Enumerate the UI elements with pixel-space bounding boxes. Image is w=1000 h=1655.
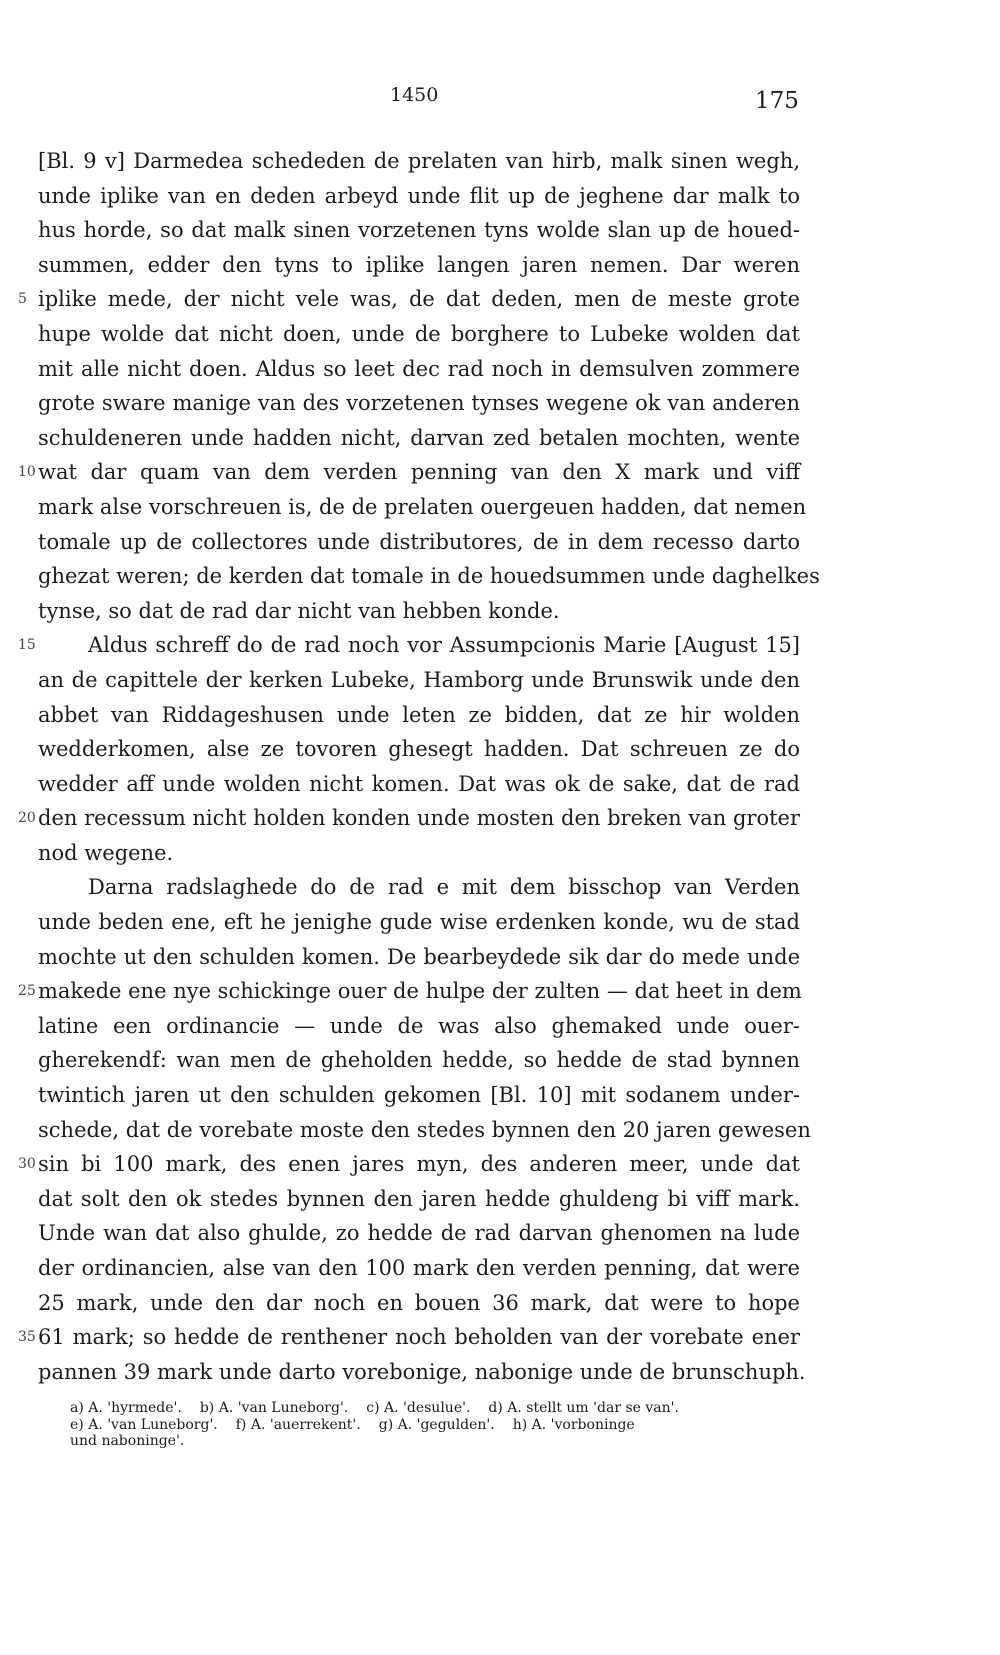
- line-text: twintich jaren ut den schulden gekomen [Bl. 10] mit sodanem under-: [38, 1083, 800, 1108]
- text-line: [38, 1182, 800, 1217]
- text-line: [18, 282, 800, 317]
- line-text: 25 mark, unde den dar noch en bouen 36 mark, dat were to hope: [38, 1290, 800, 1315]
- text-line: [38, 732, 800, 767]
- text-line: [38, 767, 800, 802]
- text-line: [38, 317, 800, 352]
- text-line: [38, 386, 800, 421]
- text-line: [38, 559, 820, 594]
- text-line: [18, 455, 800, 490]
- footnote: a) A. 'hyrmede'.: [70, 1400, 182, 1416]
- line-text: abbet van Riddageshusen unde leten ze bidden, dat ze hir wolden: [38, 702, 800, 727]
- line-number: 5: [18, 291, 27, 308]
- line-text: grote sware manige van des vorzetenen tynses wegene ok van anderen: [38, 391, 800, 416]
- line-text: schede, dat de vorebate moste den stedes bynnen den 20 jaren gewesen: [38, 1117, 811, 1142]
- line-text: mark alse vorschreuen is, de de prelaten ouergeuen hadden, dat nemen: [38, 494, 807, 519]
- text-line: [18, 1320, 800, 1355]
- text-line: [38, 940, 800, 975]
- footnote-line: [70, 1400, 798, 1417]
- line-text: hupe wolde dat nicht doen, unde de borghere to Lubeke wolden dat: [38, 321, 800, 346]
- footnote: g) A. 'gegulden'.: [378, 1416, 495, 1433]
- footnote: c) A. 'desulue'.: [366, 1400, 471, 1416]
- text-line: [38, 1078, 800, 1113]
- footnotes: [70, 1400, 798, 1450]
- line-text: wedderkomen, alse ze tovoren ghesegt hadden. Dat schreuen ze do: [38, 737, 800, 762]
- page-number: 175: [755, 88, 799, 114]
- text-line: [18, 1147, 800, 1182]
- footnote: und naboninge'.: [70, 1433, 185, 1449]
- footnote-line: [70, 1433, 798, 1450]
- line-text: den recessum nicht holden konden unde mosten den breken van groter: [38, 806, 800, 831]
- footnote-line: [70, 1417, 798, 1434]
- text-line: [38, 248, 800, 283]
- footnote: h) A. 'vorboninge: [512, 1416, 635, 1433]
- line-text: ghezat weren; de kerden dat tomale in de houedsummen unde daghelkes: [38, 564, 820, 589]
- line-text: latine een ordinancie — unde de was also ghemaked unde ouer-: [38, 1013, 800, 1038]
- line-text: unde beden ene, eft he jenighe gude wise erdenken konde, wu de stad: [38, 910, 800, 935]
- line-text: wedder aff unde wolden nicht komen. Dat was ok de sake, dat de rad: [38, 771, 800, 796]
- text-line: [38, 1043, 800, 1078]
- line-text: makede ene nye schickinge ouer de hulpe der zulten — dat heet in dem: [38, 979, 802, 1004]
- line-text: sin bi 100 mark, des enen jares myn, des anderen meer, unde dat: [38, 1152, 800, 1177]
- line-text: summen, edder den tyns to iplike langen jaren nemen. Dar weren: [38, 252, 800, 277]
- line-number: 30: [18, 1156, 36, 1173]
- text-line: [38, 1009, 800, 1044]
- line-text: Darna radslaghede do de rad e mit dem bisschop van Verden: [88, 875, 800, 900]
- text-line: [38, 836, 800, 871]
- text-line: [38, 352, 800, 387]
- text-line: [38, 1216, 800, 1251]
- line-text: dat solt den ok stedes bynnen den jaren hedde ghuldeng bi viff mark.: [38, 1186, 800, 1211]
- text-line: [38, 594, 800, 629]
- line-text: nod wegene.: [38, 840, 174, 865]
- main-text: [18, 144, 820, 1389]
- line-text: hus horde, so dat malk sinen vorzetenen tyns wolde slan up de houed-: [38, 218, 800, 243]
- line-text: mit alle nicht doen. Aldus so leet dec rad noch in demsulven zommere: [38, 356, 800, 381]
- text-line: [18, 801, 800, 836]
- line-text: iplike mede, der nicht vele was, de dat deden, men de meste grote: [38, 287, 800, 312]
- text-line: [18, 974, 802, 1009]
- footnote: f) A. 'auerrekent'.: [235, 1416, 361, 1433]
- line-text: pannen 39 mark unde darto vorebonige, nabonige unde de brunschuph.: [38, 1359, 806, 1384]
- line-text: Unde wan dat also ghulde, zo hedde de rad darvan ghenomen na lude: [38, 1221, 800, 1246]
- text-line: [38, 1113, 811, 1148]
- text-line: [38, 179, 800, 214]
- footnote: b) A. 'van Luneborg'.: [199, 1400, 349, 1416]
- line-text: wat dar quam van dem verden penning van den X mark und viff: [38, 460, 800, 485]
- line-text: mochte ut den schulden komen. De bearbeydede sik dar do mede unde: [38, 944, 800, 969]
- line-text: tomale up de collectores unde distributores, de in dem recesso darto: [38, 529, 800, 554]
- line-number: 20: [18, 810, 36, 827]
- text-line: [38, 213, 800, 248]
- line-number: 25: [18, 983, 36, 1000]
- line-text: schuldeneren unde hadden nicht, darvan zed betalen mochten, wente: [38, 425, 800, 450]
- footnote: e) A. 'van Luneborg'.: [70, 1416, 218, 1433]
- line-text: Aldus schreff do de rad noch vor Assumpcionis Marie [August 15]: [88, 633, 800, 658]
- text-line: [38, 144, 800, 179]
- line-text: der ordinancien, alse van den 100 mark den verden penning, dat were: [38, 1256, 800, 1280]
- line-number: 15: [18, 637, 36, 654]
- text-line: [38, 490, 807, 525]
- line-text: [Bl. 9 v] Darmedea schededen de prelaten van hirb, malk sinen wegh,: [38, 149, 800, 173]
- text-line: [38, 663, 800, 698]
- text-line: [38, 1286, 800, 1321]
- line-text: tynse, so dat de rad dar nicht van hebben konde.: [38, 598, 560, 623]
- footnote: d) A. stellt um 'dar se van'.: [488, 1400, 679, 1416]
- line-text: an de capittele der kerken Lubeke, Hamborg unde Brunswik unde den: [38, 667, 800, 692]
- text-line: [38, 698, 800, 733]
- line-number: 35: [18, 1329, 36, 1346]
- page-year: 1450: [390, 84, 439, 106]
- line-text: 61 mark; so hedde de renthener noch beholden van der vorebate ener: [38, 1325, 800, 1350]
- line-text: unde iplike van en deden arbeyd unde flit up de jeghene dar malk to: [38, 183, 800, 208]
- text-line: [38, 421, 800, 456]
- text-line: [38, 905, 800, 940]
- text-line: [18, 628, 800, 663]
- text-line: [38, 525, 800, 560]
- text-line: [38, 870, 800, 905]
- text-line: [38, 1355, 806, 1390]
- text-line: [38, 1251, 800, 1286]
- line-number: 10: [18, 464, 36, 481]
- line-text: gherekendf: wan men de gheholden hedde, so hedde de stad bynnen: [38, 1048, 800, 1073]
